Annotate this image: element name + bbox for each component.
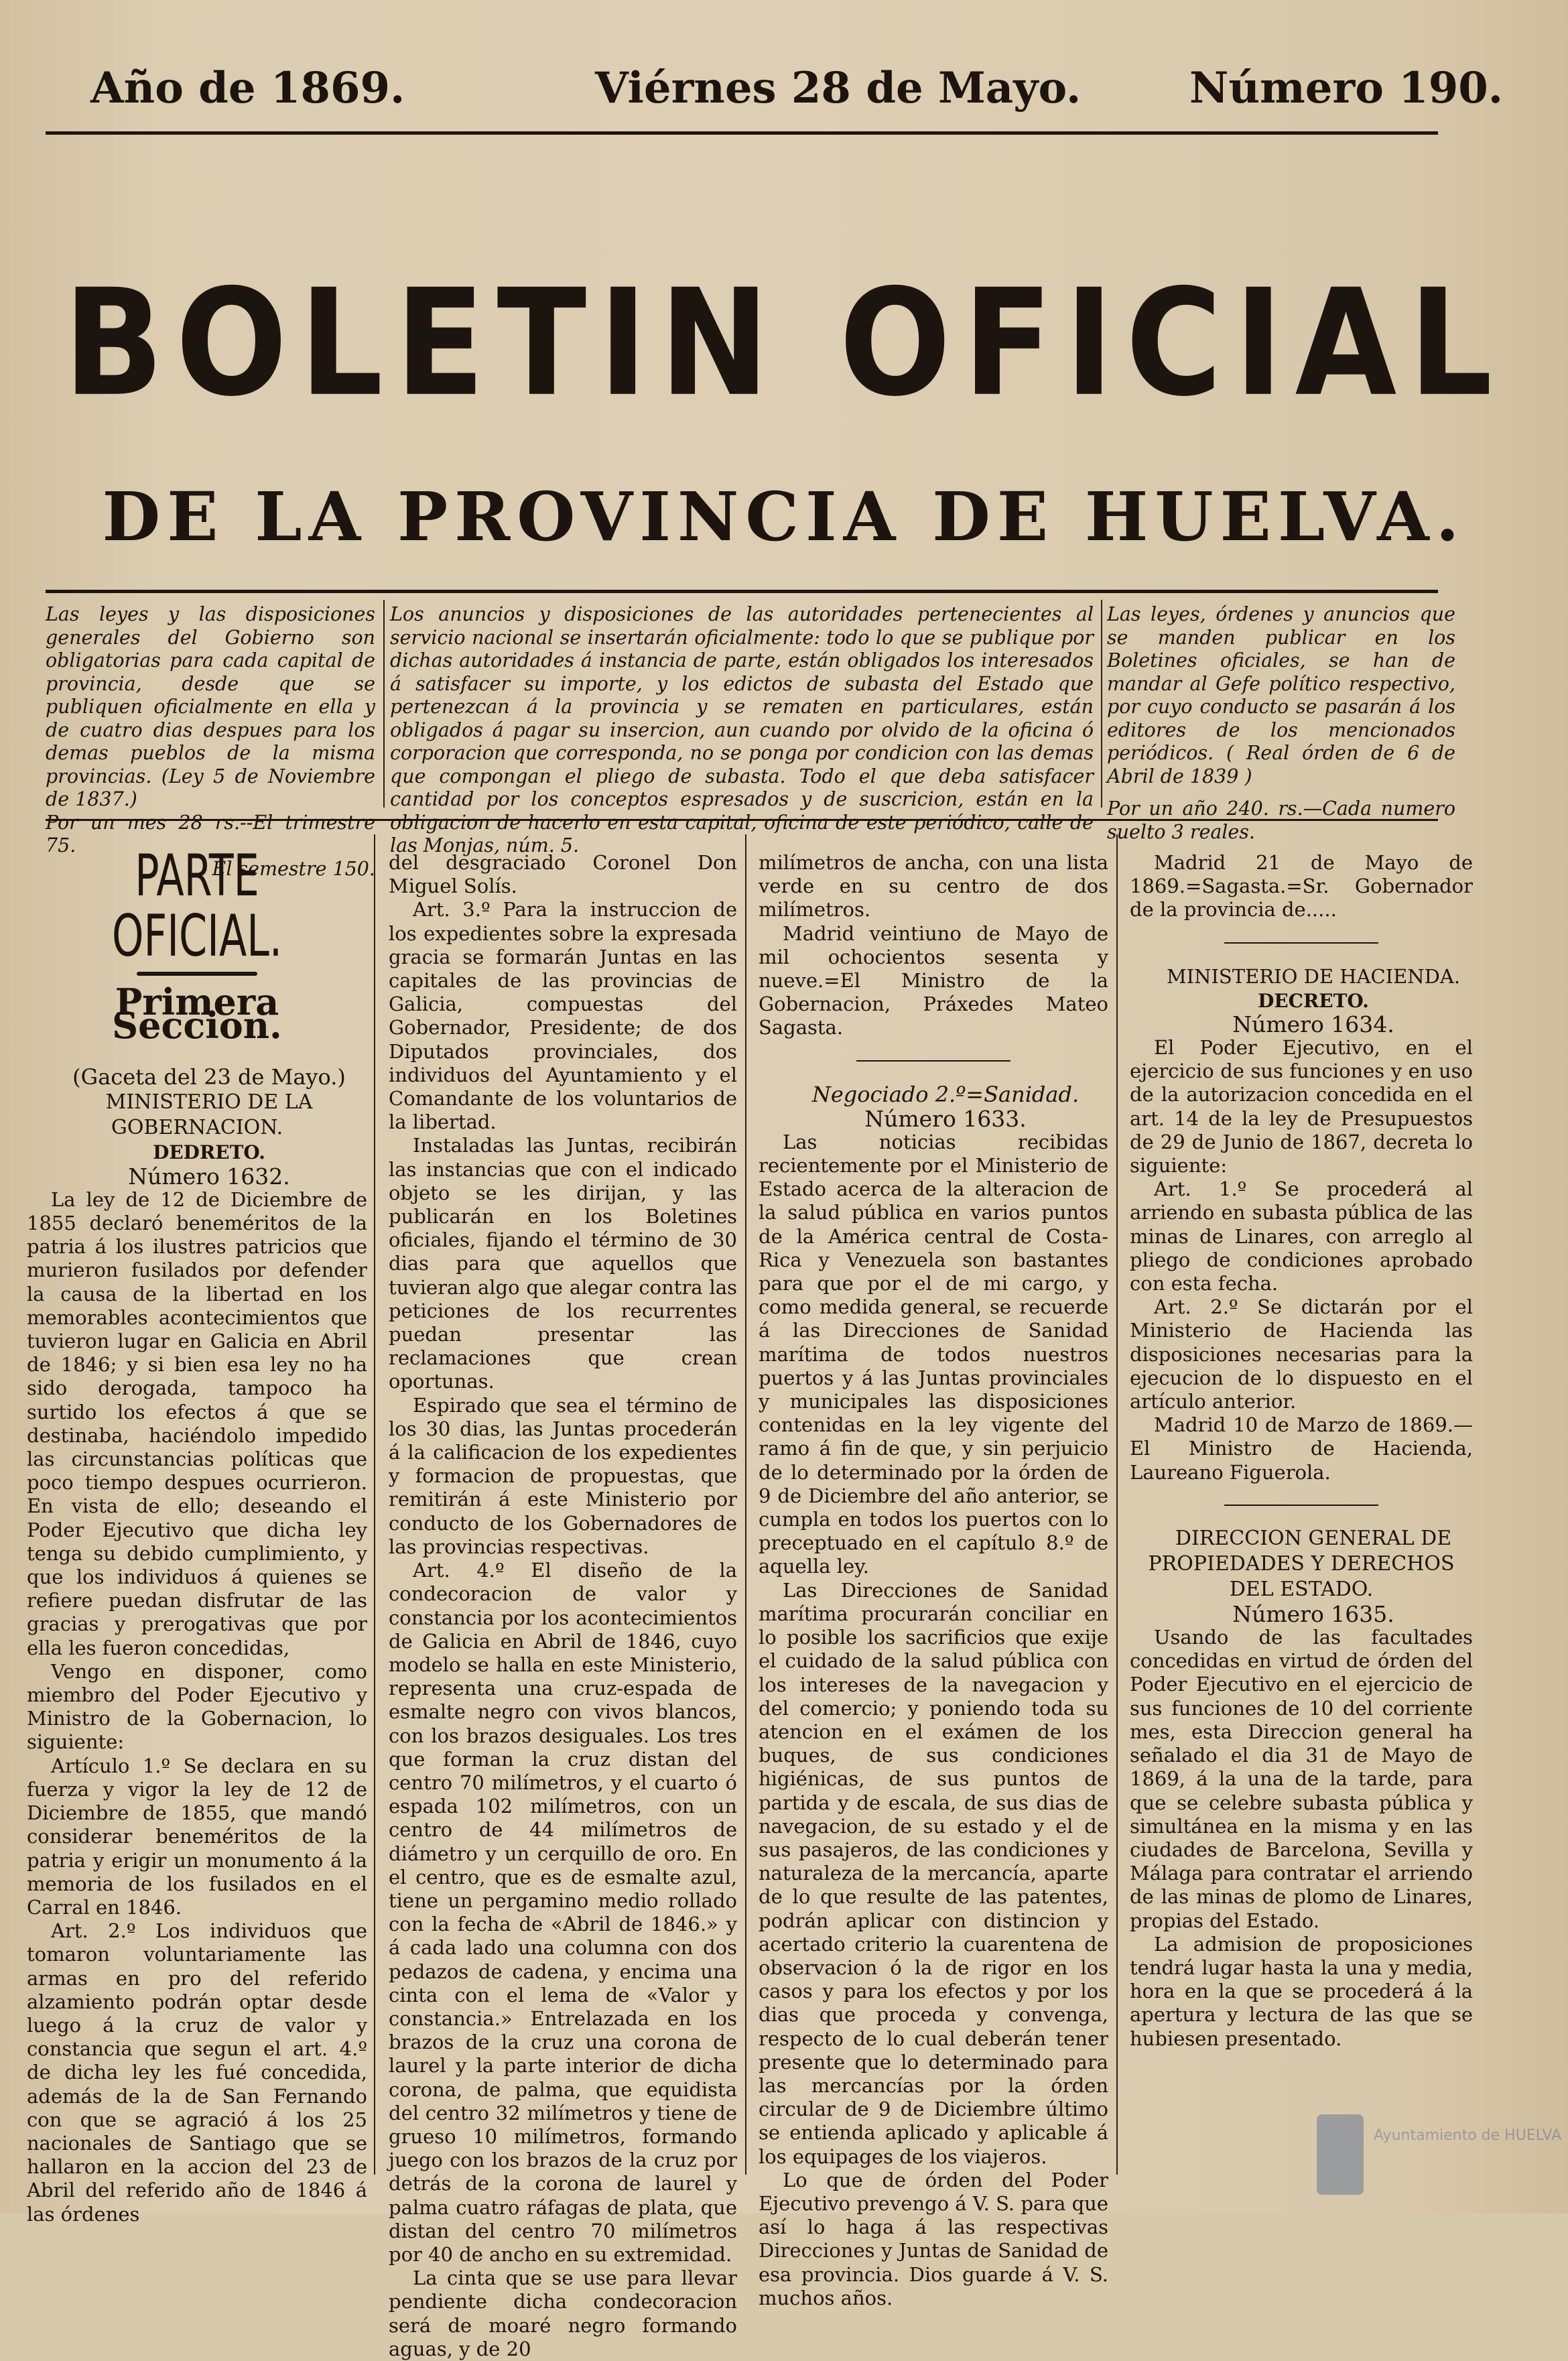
column-divider-1 [374, 834, 375, 2175]
column-divider-2 [745, 834, 746, 2175]
paragraph: Las noticias recibidas recientemente por el Ministerio de Estado acerca de la alteracion de la salud pública en varios puntos de la América central de Costa-Rica y Venezuela son bastantes para que por el de mi cargo, y como medida general, se recuerde á las Direcciones de Sanidad marítima de todos nuestros puertos y á las Juntas provinciales y municipales las disposiciones contenidas en la ley vigente del ramo á fin de que, y sin perjuicio de lo determinado por la órden de 9 de Diciembre del año anterior, se cumpla en todos los puertos con lo preceptuado en el capítulo 8.º de aquella ley. [759, 1130, 1108, 1578]
paragraph: del desgraciado Coronel Don Miguel Solís. [389, 851, 737, 898]
paragraph: Espirado que sea el término de los 30 dias, las Juntas procederán á la calificacion de los expedientes y formacion de propuestas, que remitirán á este Ministerio por conducto de los Gobernadores de las provincias respectivas. [389, 1393, 737, 1558]
ministry-heading: MINISTERIO DE LA GOBERNACION. [105, 1090, 313, 1140]
notice-right-text: Las leyes, órdenes y anuncios que se manden publicar en los Boletines oficiales, se han de mandar al Gefe político respectivo, por cuyo conducto se pasarán á los editores de los mencionados periódicos. ( Real órden de 6 de Abril de 1839 ) [1107, 603, 1455, 787]
notice-divider-1 [383, 600, 385, 808]
decree-heading: DEDRETO. [153, 1141, 265, 1164]
header-number: Número 190. [1189, 63, 1504, 113]
divider-rule [1224, 1505, 1378, 1506]
column-4 [1130, 851, 1473, 2051]
paragraph: Madrid 10 de Marzo de 1869.—El Ministro de Hacienda, Laureano Figuerola. [1130, 1413, 1473, 1484]
notice-left-price1: Por un mes 28 rs.--El trimestre 75. [46, 811, 375, 856]
column-3 [759, 851, 1108, 2310]
paragraph: Usando de las facultades concedidas en virtud de órden del Poder Ejecutivo en el ejercicio de sus funciones de 10 del corriente mes, esta Direccion general ha señalado el dia 31 de Mayo de 1869, á la una de la tarde, para que se celebre subasta pública y simultánea en la misma y en las ciudades de Barcelona, Sevilla y Málaga para contratar el arriendo de las minas de plomo de Linares, propias del Estado. [1130, 1626, 1473, 1932]
divider-rule [856, 1060, 1010, 1062]
notice-center: Los anuncios y disposiciones de las autoridades pertenecientes al servicio nacional se insertarán oficialmente: todo lo que se publique por dichas autoridades á instancia de parte, están obligados los interesados á satisfacer su importe, y los edictos de subasta del Estado que pertenezcan á la provincia y se rematen en particulares, están obligados á pagar su insercion, aun cuando por olvido de la oficina ó corporacion que corresponda, no se ponga por condicion con las demas que compongan el pliego de subasta. Todo el que deba satisfacer cantidad por los conceptos espresados y de suscricion, están en la obligacion de hacerlo en esta capital, oficina de este periódico, calle de las Monjas, núm. 5. [390, 603, 1094, 856]
paragraph: Las Direcciones de Sanidad marítima procurarán conciliar en lo posible los sacrificios que exije el cuidado de la salud pública con los intereses de la navegacion y del comercio; y poniendo toda su atencion en el exámen de los buques, de sus condiciones higiénicas, de sus puntos de partida y de escala, de sus dias de navegacion, de su estado y el de sus pasajeros, de las condiciones y naturaleza de la mercancía, aparte de lo que resulte de las patentes, podrán aplicar con distincion y acertado criterio la cuarentena de observacion ó la de rigor en los casos y para los efectos y por los dias que proceda y convenga, respecto de lo cual deberán tener presente que lo determinado para las mercancías por la órden circular de 9 de Diciembre último se entienda aplicado y aplicable á los equipages de los viajeros. [759, 1578, 1108, 2168]
section-title: PARTE OFICIAL. [112, 842, 282, 970]
column-divider-3 [1116, 834, 1118, 2175]
huelva-seal-logo [1310, 2088, 1562, 2202]
negociado-heading: Negociado 2.º=Sanidad. [811, 1081, 1080, 1107]
paragraph: Art. 2.º Los individuos que tomaron voluntariamente las armas en pro del referido alzamiento podrán optar desde luego á la cruz de valor y constancia que segun el art. 4.º de dicha ley les fué concedida, además de la de San Fernando con que se agració á los 25 nacionales de Santiago que se hallaron en la accion del 23 de Abril del referido año de 1846 á las órdenes [27, 1919, 367, 2226]
paragraph: La cinta que se use para llevar pendiente dicha condecoracion será de moaré negro formando aguas, y de 20 [389, 2267, 737, 2360]
paragraph: milímetros de ancha, con una lista verde en su centro de dos milímetros. [759, 851, 1108, 921]
seal-shield-icon [1317, 2114, 1364, 2195]
paragraph: Art. 3.º Para la instruccion de los expedientes sobre la expresada gracia se formarán Juntas en las capitales de las provincias de Galicia, compuestas del Gobernador, Presidente; de dos Diputados provinciales, dos individuos del Ayuntamiento y el Comandante de los voluntarios de la libertad. [389, 898, 737, 1134]
paragraph: Art. 2.º Se dictarán por el Ministerio de Hacienda las disposiciones necesarias para la ejecucion de lo dispuesto en el artículo anterior. [1130, 1295, 1473, 1413]
gazette-source: (Gaceta del 23 de Mayo.) [72, 1064, 346, 1090]
decree-number: Número 1632. [128, 1163, 290, 1190]
decree-heading: DECRETO. [1258, 989, 1369, 1012]
header-year: Año de 1869. [90, 63, 405, 113]
masthead-title: BOLETIN OFICIAL [63, 258, 1505, 430]
column-1 [27, 842, 367, 2226]
paragraph: Madrid 21 de Mayo de 1869.=Sagasta.=Sr. Gobernador de la provincia de..... [1130, 851, 1473, 921]
paragraph: Art. 4.º El diseño de la condecoracion de valor y constancia por los acontecimientos de Galicia en Abril de 1846, cuyo modelo se halla en este Ministerio, representa una cruz-espada de esmalte negro con vivos blancos, con los brazos desiguales. Los tres que forman la cruz distan del centro 70 milímetros, y el cuarto ó espada 102 milímetros, con un centro de 44 milímetros de diámetro y un cerquillo de oro. En el centro, que es de esmalte azul, tiene un pergamino medio rollado con la fecha de «Abril de 1846.» y á cada lado una columna con dos pedazos de cadena, y encima una cinta con el lema de «Valor y constancia.» Entrelazada en los brazos de la cruz una corona de laurel y la parte interior de dicha corona, de palma, que equidista del centro 32 milímetros y tiene de grueso 10 milímetros, formando juego con los brazos de la cruz por detrás de la corona de laurel y palma cuatro ráfagas de plata, que distan del centro 70 milímetros por 40 de ancho en su extremidad. [389, 1559, 737, 2266]
notice-left-text: Las leyes y las disposiciones generales del Gobierno son obligatorias para cada capital de provincia, desde que se publiquen oficialmente en ella y de cuatro dias despues para los demas pueblos de la misma provincias. (Ley 5 de Noviembre de 1837.) [46, 603, 375, 810]
notice-divider-2 [1101, 600, 1102, 808]
divider-rule [1224, 942, 1378, 944]
masthead-subtitle: DE LA PROVINCIA DE HUELVA. [102, 477, 1466, 556]
order-number: Número 1633. [864, 1105, 1027, 1132]
paragraph: Madrid veintiuno de Mayo de mil ochocientos sesenta y nueve.=El Ministro de la Gobernacion, Práxedes Mateo Sagasta. [759, 921, 1108, 1039]
paragraph: Art. 1.º Se procederá al arriendo en subasta pública de las minas de Linares, con arreglo al pliego de condiciones aprobado con esta fecha. [1130, 1177, 1473, 1295]
paragraph: Vengo en disponer, como miembro del Poder Ejecutivo y Ministro de la Gobernacion, lo siguiente: [27, 1659, 367, 1754]
order-number: Número 1635. [1232, 1600, 1394, 1627]
notice-left-price2: El semestre 150. [212, 857, 375, 880]
notice-right-price: Por un año 240. rs.—Cada numero suelto 3 reales. [1107, 797, 1455, 843]
paragraph: Instaladas las Juntas, recibirán las instancias que con el indicado objeto se les dirijan, y las publicarán en los Boletines oficiales, fijando el término de 30 dias para que aquellos que tuvieran algo que alegar contra las peticiones de los recurrentes puedan presentar las reclamaciones que crean oportunas. [389, 1134, 737, 1393]
paragraph: Lo que de órden del Poder Ejecutivo prevengo á V. S. para que así lo haga á las respectivas Direcciones y Juntas de Sanidad de esa provincia. Dios guarde á V. S. muchos años. [759, 2168, 1108, 2309]
direction-heading: DIRECCION GENERAL DE PROPIEDADES Y DERECHOS DEL ESTADO. [1148, 1526, 1455, 1601]
paragraph: La admision de proposiciones tendrá lugar hasta la una y media, hora en la que se procederá á la apertura y lectura de las que se hubiesen presentado. [1130, 1932, 1473, 2050]
seal-caption: Ayuntamiento de HUELVA [1374, 2127, 1562, 2144]
section-subtitle: Primera Seccion. [112, 980, 282, 1047]
paragraph: Artículo 1.º Se declara en su fuerza y vigor la ley de 12 de Diciembre de 1855, que mandó considerar beneméritos de la patria y erigir un monumento á la memoria de los fusilados en el Carral en 1846. [27, 1754, 367, 1919]
ministry-heading: MINISTERIO DE HACIENDA. [1166, 964, 1461, 988]
header-date: Viérnes 28 de Mayo. [595, 63, 1082, 113]
paragraph: La ley de 12 de Diciembre de 1855 declaró beneméritos de la patria á los ilustres patricios que murieron fusilados por defender la causa de la libertad en los memorables acontecimientos que tuvieron lugar en Galicia en Abril de 1846; y si bien esa ley no ha sido derogada, tampoco ha surtido los efectos á que se destinaba, haciéndolo impedido las circunstancias políticas que poco tiempo despues ocurrieron. En vista de ello; deseando el Poder Ejecutivo que dicha ley tenga su debido cumplimiento, y que los individuos á quienes se refiere puedan disfrutar de las gracias y prerogativas que por ella les fueron concedidas, [27, 1188, 367, 1659]
column-2 [389, 851, 737, 2361]
ornament-rule [137, 972, 257, 976]
notice-top-rule [46, 590, 1438, 593]
notice-right [1107, 603, 1455, 844]
notice-bottom-rule [46, 819, 1438, 821]
decree-number: Número 1634. [1232, 1011, 1394, 1037]
header-rule [46, 131, 1438, 135]
paragraph: El Poder Ejecutivo, en el ejercicio de sus funciones y en uso de la autorizacion concedida en el art. 14 de la ley de Presupuestos de 29 de Junio de 1867, decreta lo siguiente: [1130, 1036, 1473, 1177]
notice-left [46, 603, 375, 881]
